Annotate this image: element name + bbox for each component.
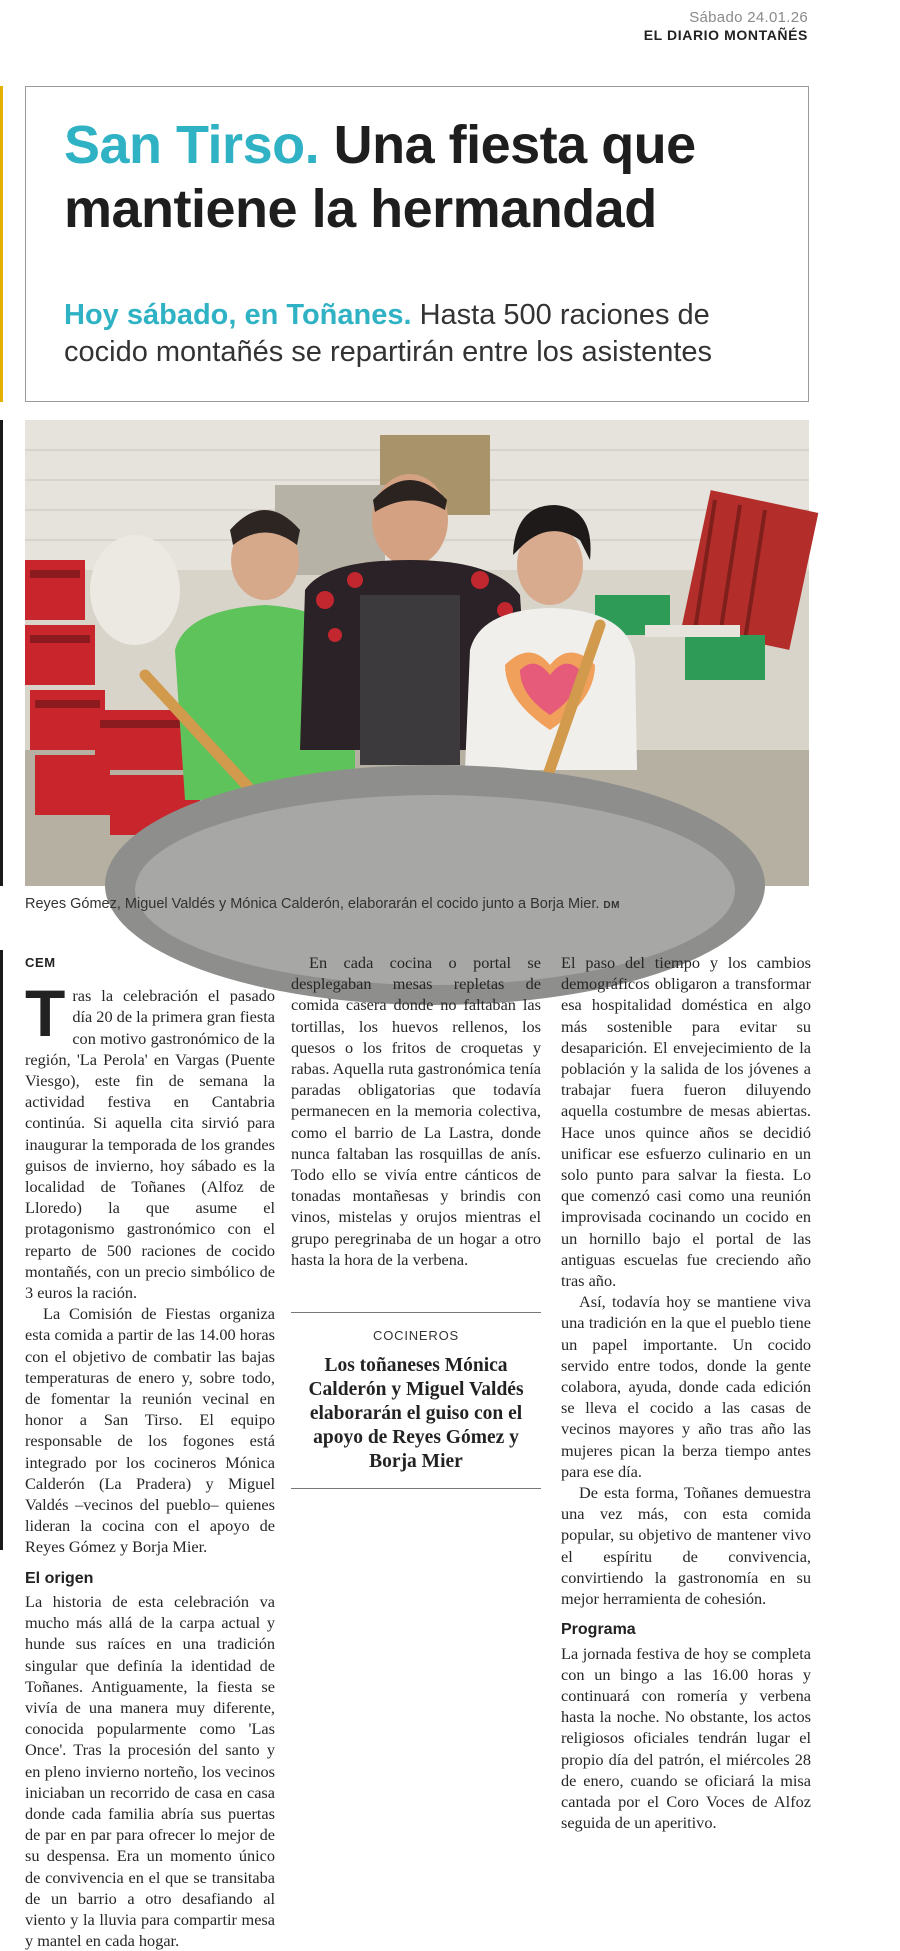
photo-illustration — [25, 420, 809, 886]
publication-name: EL DIARIO MONTAÑÉS — [643, 27, 808, 43]
pull-quote — [291, 1312, 541, 1489]
article-photo — [25, 420, 809, 886]
photo-credit: DM — [603, 900, 620, 911]
headline-title: Una fiesta que mantiene la hermandad — [64, 115, 696, 239]
subhead-text: Hasta 500 raciones de cocido montañés se repartirán entre los asistentes — [64, 299, 713, 368]
article-column-3 — [561, 952, 811, 1833]
paragraph: El paso del tiempo y los cambios demográficos obligaron a transformar esa hospitalidad doméstica en algo más sostenible para evitar su desaparición. El envejecimiento de la población y la salida de los jóvenes a trabajar fuera fueron diluyendo aquella costumbre de mesas abiertas. Hace unos quince años se decidió unificar ese esfuerzo culinario en un solo punto para salvar la fiesta. Lo que comenzó casi como una reunión improvisada cocinando un cocido en un hornillo bajo el portal de las antiguas escuelas fue creciendo año tras año. — [561, 953, 811, 1291]
edge-bar — [0, 950, 3, 1550]
caption-text: Reyes Gómez, Miguel Valdés y Mónica Calderón, elaborarán el cocido junto a Borja Mier. — [25, 896, 600, 912]
headline-box — [25, 86, 809, 402]
paragraph: La Comisión de Fiestas organiza esta comida a partir de las 14.00 horas con el objetivo de combatir las bajas temperaturas de enero y, sobre todo, de fomentar la reunión vecinal en honor a San Tirso. El equipo responsable de los fogones está integrado por los cocineros Mónica Calderón (La Pradera) y Miguel Valdés –vecinos del pueblo– quienes lideran la cocina con el apoyo de Reyes Gómez y Borja Mier. — [25, 1304, 275, 1557]
paragraph-text: ras la celebración el pasado día 20 de la primera gran fiesta con motivo gastronómico de la región, 'La Perola' en Vargas (Puente Viesgo), este fin de semana la actividad festiva en Cantabria continúa. Si aquella cita sirvió para inaugurar la temporada de los grandes guisos de invierno, hoy sábado es la localidad de Toñanes (Alfoz de Lloredo) la que asume el protagonismo gastronómico con el reparto de 500 raciones de cocido montañés, con un precio simbólico de 3 euros la ración. — [25, 986, 275, 1303]
subhead — [64, 297, 784, 371]
edge-accent-bar — [0, 86, 3, 402]
article-column-2 — [291, 952, 541, 1489]
publication-header — [644, 9, 808, 43]
paragraph: Así, todavía hoy se mantiene viva una tradición en la que el pueblo tiene un papel importante. Un cocido servido entre todos, donde la gente colabora, ayuda, donde cada edición se lleva el cocido a las casas de vecinos mayores y año tras año las mujeres pican la berza tiempo antes para ese día. — [561, 1292, 811, 1481]
paragraph: La jornada festiva de hoy se completa con un bingo a las 16.00 horas y continuará con romería y verbena hasta la noche. No obstante, los actos religiosos oficiales tendrán lugar el propio día del patrón, el miércoles 28 de enero, cuando se oficiará la misa cantada por el Coro Voces de Alfoz seguida de un aperitivo. — [561, 1643, 811, 1833]
paragraph — [25, 976, 275, 1303]
photo-caption — [25, 896, 809, 912]
pull-quote-label: COCINEROS — [373, 1328, 459, 1344]
edge-bar — [0, 420, 3, 886]
publication-date: Sábado 24.01.26 — [689, 9, 808, 26]
section-heading-program: Programa — [561, 1621, 636, 1639]
headline — [64, 113, 784, 241]
subhead-kicker: Hoy sábado, en Toñanes. — [64, 299, 412, 331]
byline: CEM — [25, 955, 56, 970]
paragraph: De esta forma, Toñanes demuestra una vez más, con esta comida popular, su objetivo de mantener vivo el espíritu de convivencia, convirtiendo la gastronomía en su mejor herramienta de cohesión. — [561, 1483, 811, 1609]
headline-kicker: San Tirso. — [64, 115, 320, 175]
article-column-1 — [25, 952, 275, 1951]
drop-cap: T — [25, 976, 66, 1051]
section-heading-origin: El origen — [25, 1569, 94, 1587]
paragraph: En cada cocina o portal se desplegaban mesas repletas de comida casera donde no faltaban las tortillas, los huevos rellenos, los quesos o los fritos de croquetas y rabas. Aquella ruta gastronómica tenía paradas obligatorias que todavía permanecen en la memoria colectiva, como el barrio de La Lastra, donde nunca faltaban las rosquillas de anís. Todo ello se vivía entre cánticos de tonadas montañesas y brindis con vinos, mistelas y orujos mientras el grupo peregrinaba de un hogar a otro hasta la hora de la verbena. — [291, 953, 542, 1269]
pull-quote-text: Los toñaneses Mónica Calderón y Miguel Valdés elaborarán el guiso con el apoyo de Reyes Gómez y Borja Mier — [308, 1355, 524, 1473]
paragraph: La historia de esta celebración va mucho más allá de la carpa actual y hunde sus raíces en una tradición singular que definía la identidad de Toñanes. Antiguamente, la fiesta se vivía de una manera muy diferente, conocida popularmente como 'Las Once'. Tras la procesión del santo y en pleno invierno norteño, los vecinos iniciaban un recorrido de casa en casa donde cada familia abría sus puertas de par en par para ofrecer lo mejor de su despensa. Era un momento único de convivencia en el que se transitaba de un barrio a otro desafiando al viento y la lluvia para compartir mesa y mantel en cada hogar. — [25, 1591, 275, 1951]
